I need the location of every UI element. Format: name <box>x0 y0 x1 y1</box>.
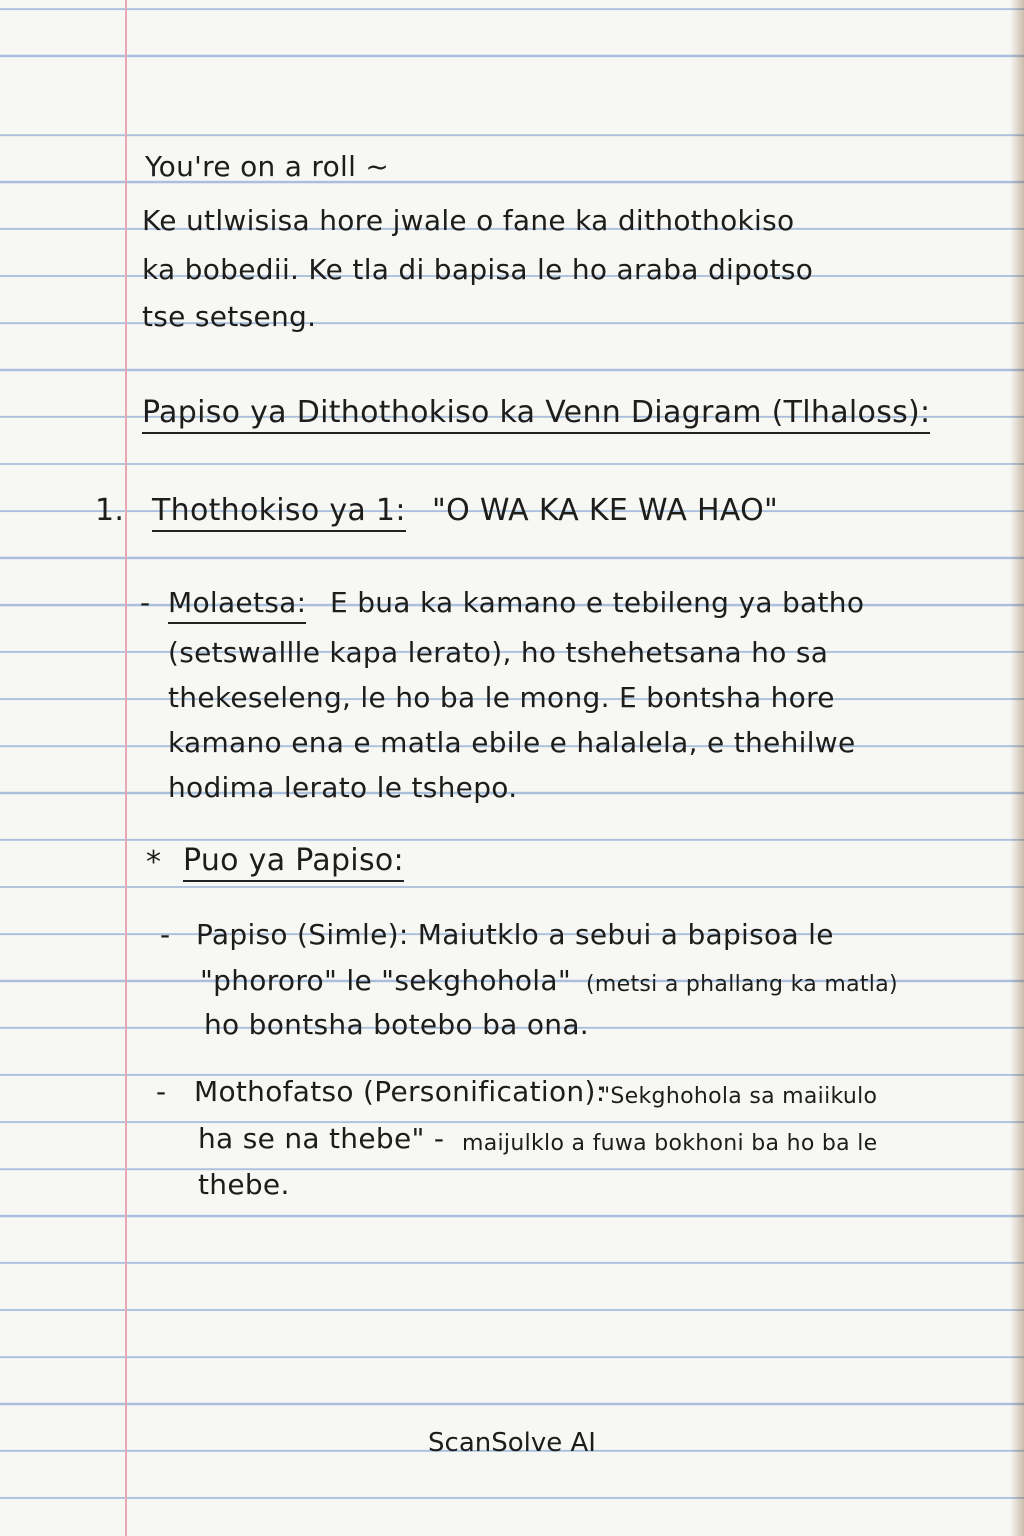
molaetsa-line-2: (setswallle kapa lerato), ho tshehetsana ho sa <box>168 636 829 669</box>
margin-line <box>125 0 127 1536</box>
mothofatso-line-2a: ha se na thebe" - <box>198 1122 445 1155</box>
papiso-bullet: - <box>160 918 171 951</box>
puo-bullet: * <box>146 845 162 880</box>
papiso-line-2a: "phororo" le "sekghohola" <box>200 964 572 997</box>
mothofatso-line-1a: Mothofatso (Personification): <box>194 1075 606 1108</box>
poem-label: Thothokiso ya 1: <box>152 494 406 532</box>
intro-line-3: ka bobedii. Ke tla di bapisa le ho araba dipotso <box>142 253 814 286</box>
intro-line-2: Ke utlwisisa hore jwale o fane ka dithothokiso <box>142 204 795 237</box>
intro-line-4: tse setseng. <box>142 300 317 333</box>
mothofatso-line-1b: "Sekghohola sa maiikulo <box>600 1084 878 1109</box>
mothofatso-line-2b: maijulklo a fuwa bokhoni ba ho ba le <box>462 1131 878 1156</box>
molaetsa-line-3: thekeseleng, le ho ba le mong. E bontsha hore <box>168 681 835 714</box>
papiso-line-2b: (metsi a phallang ka matla) <box>586 972 898 997</box>
intro-line-1: You're on a roll ~ <box>145 150 390 183</box>
molaetsa-bullet: - <box>140 586 151 619</box>
molaetsa-line-1: E bua ka kamano e tebileng ya batho <box>330 586 865 619</box>
molaetsa-label: Molaetsa: <box>168 586 306 624</box>
footer-brand: ScanSolve AI <box>428 1428 596 1458</box>
section-heading: Papiso ya Dithothokiso ka Venn Diagram (Tlhaloss): <box>142 396 930 434</box>
molaetsa-line-5: hodima lerato le tshepo. <box>168 771 518 804</box>
mothofatso-line-3: thebe. <box>198 1168 290 1201</box>
papiso-line-3: ho bontsha botebo ba ona. <box>204 1008 589 1041</box>
poem-title: "O WA KA KE WA HAO" <box>432 493 779 528</box>
puo-label: Puo ya Papiso: <box>183 844 404 882</box>
molaetsa-line-4: kamano ena e matla ebile e halalela, e thehilwe <box>168 726 856 759</box>
papiso-line-1: Papiso (Simle): Maiutklo a sebui a bapisoa le <box>196 918 834 951</box>
page-edge-shadow <box>1010 0 1024 1536</box>
mothofatso-bullet: - <box>156 1075 167 1108</box>
item-number: 1. <box>95 493 125 528</box>
